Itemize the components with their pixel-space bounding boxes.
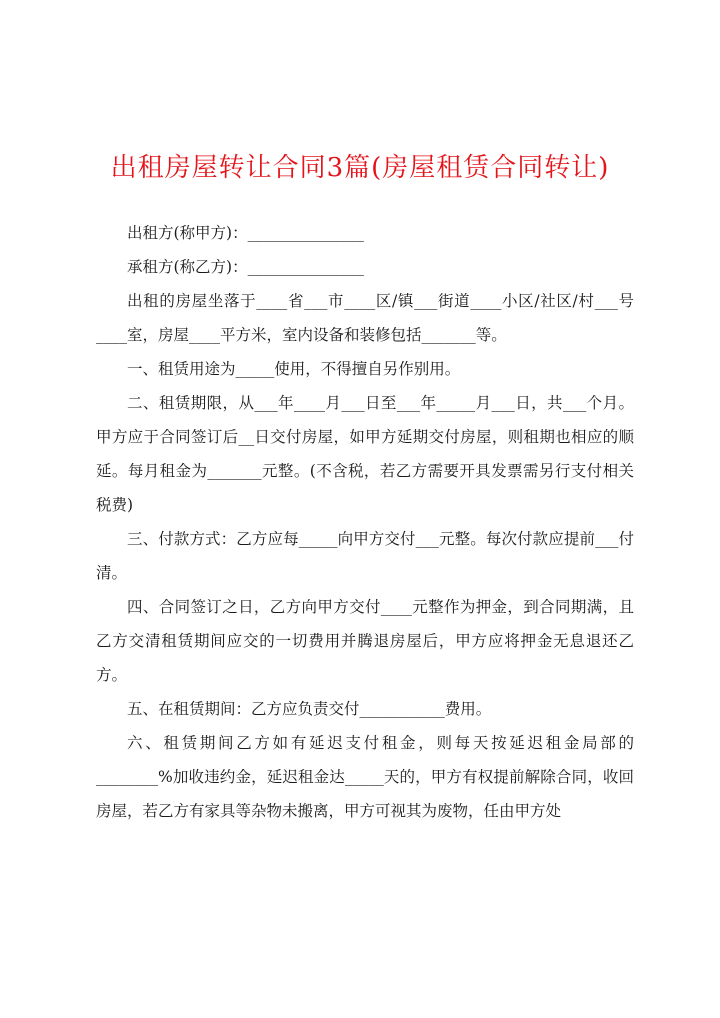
clause-1-paragraph: 一、租赁用途为_____使用，不得擅自另作别用。 (127, 360, 461, 378)
document-body (96, 216, 634, 828)
clause-4-paragraph: 四、合同签订之日，乙方向甲方交付____元整作为押金，到合同期满，且乙方交清租赁期间应交的一切费用并腾退房屋后，甲方应将押金无息退还乙方。 (96, 598, 634, 684)
party-b-line: 承租方(称乙方)：_______________ (127, 258, 364, 276)
property-location-paragraph: 出租的房屋坐落于____省___市____区/镇___街道____小区/社区/村___号____室，房屋____平方米，室内设备和装修包括_______等。 (96, 292, 634, 344)
clause-2-paragraph: 二、租赁期限，从___年____月___日至___年_____月___日，共___个月。甲方应于合同签订后__日交付房屋，如甲方延期交付房屋，则租期也相应的顺延。每月租金为_______元整。(不含税，若乙方需要开具发票需另行支付相关税费) (96, 394, 634, 514)
document-title: 出租房屋转让合同3篇(房屋租赁合同转让) (110, 153, 610, 183)
clause-5-paragraph: 五、在租赁期间：乙方应负责交付___________费用。 (127, 700, 492, 718)
party-a-line: 出租方(称甲方)：_______________ (127, 224, 364, 242)
clause-6-paragraph: 六、租赁期间乙方如有延迟支付租金，则每天按延迟租金局部的________%加收违约金，延迟租金达_____天的，甲方有权提前解除合同，收回房屋，若乙方有家具等杂物未搬离，甲方可视其为废物，任由甲方处 (96, 734, 634, 820)
clause-3-paragraph: 三、付款方式：乙方应每_____向甲方交付___元整。每次付款应提前___付清。 (96, 530, 634, 582)
